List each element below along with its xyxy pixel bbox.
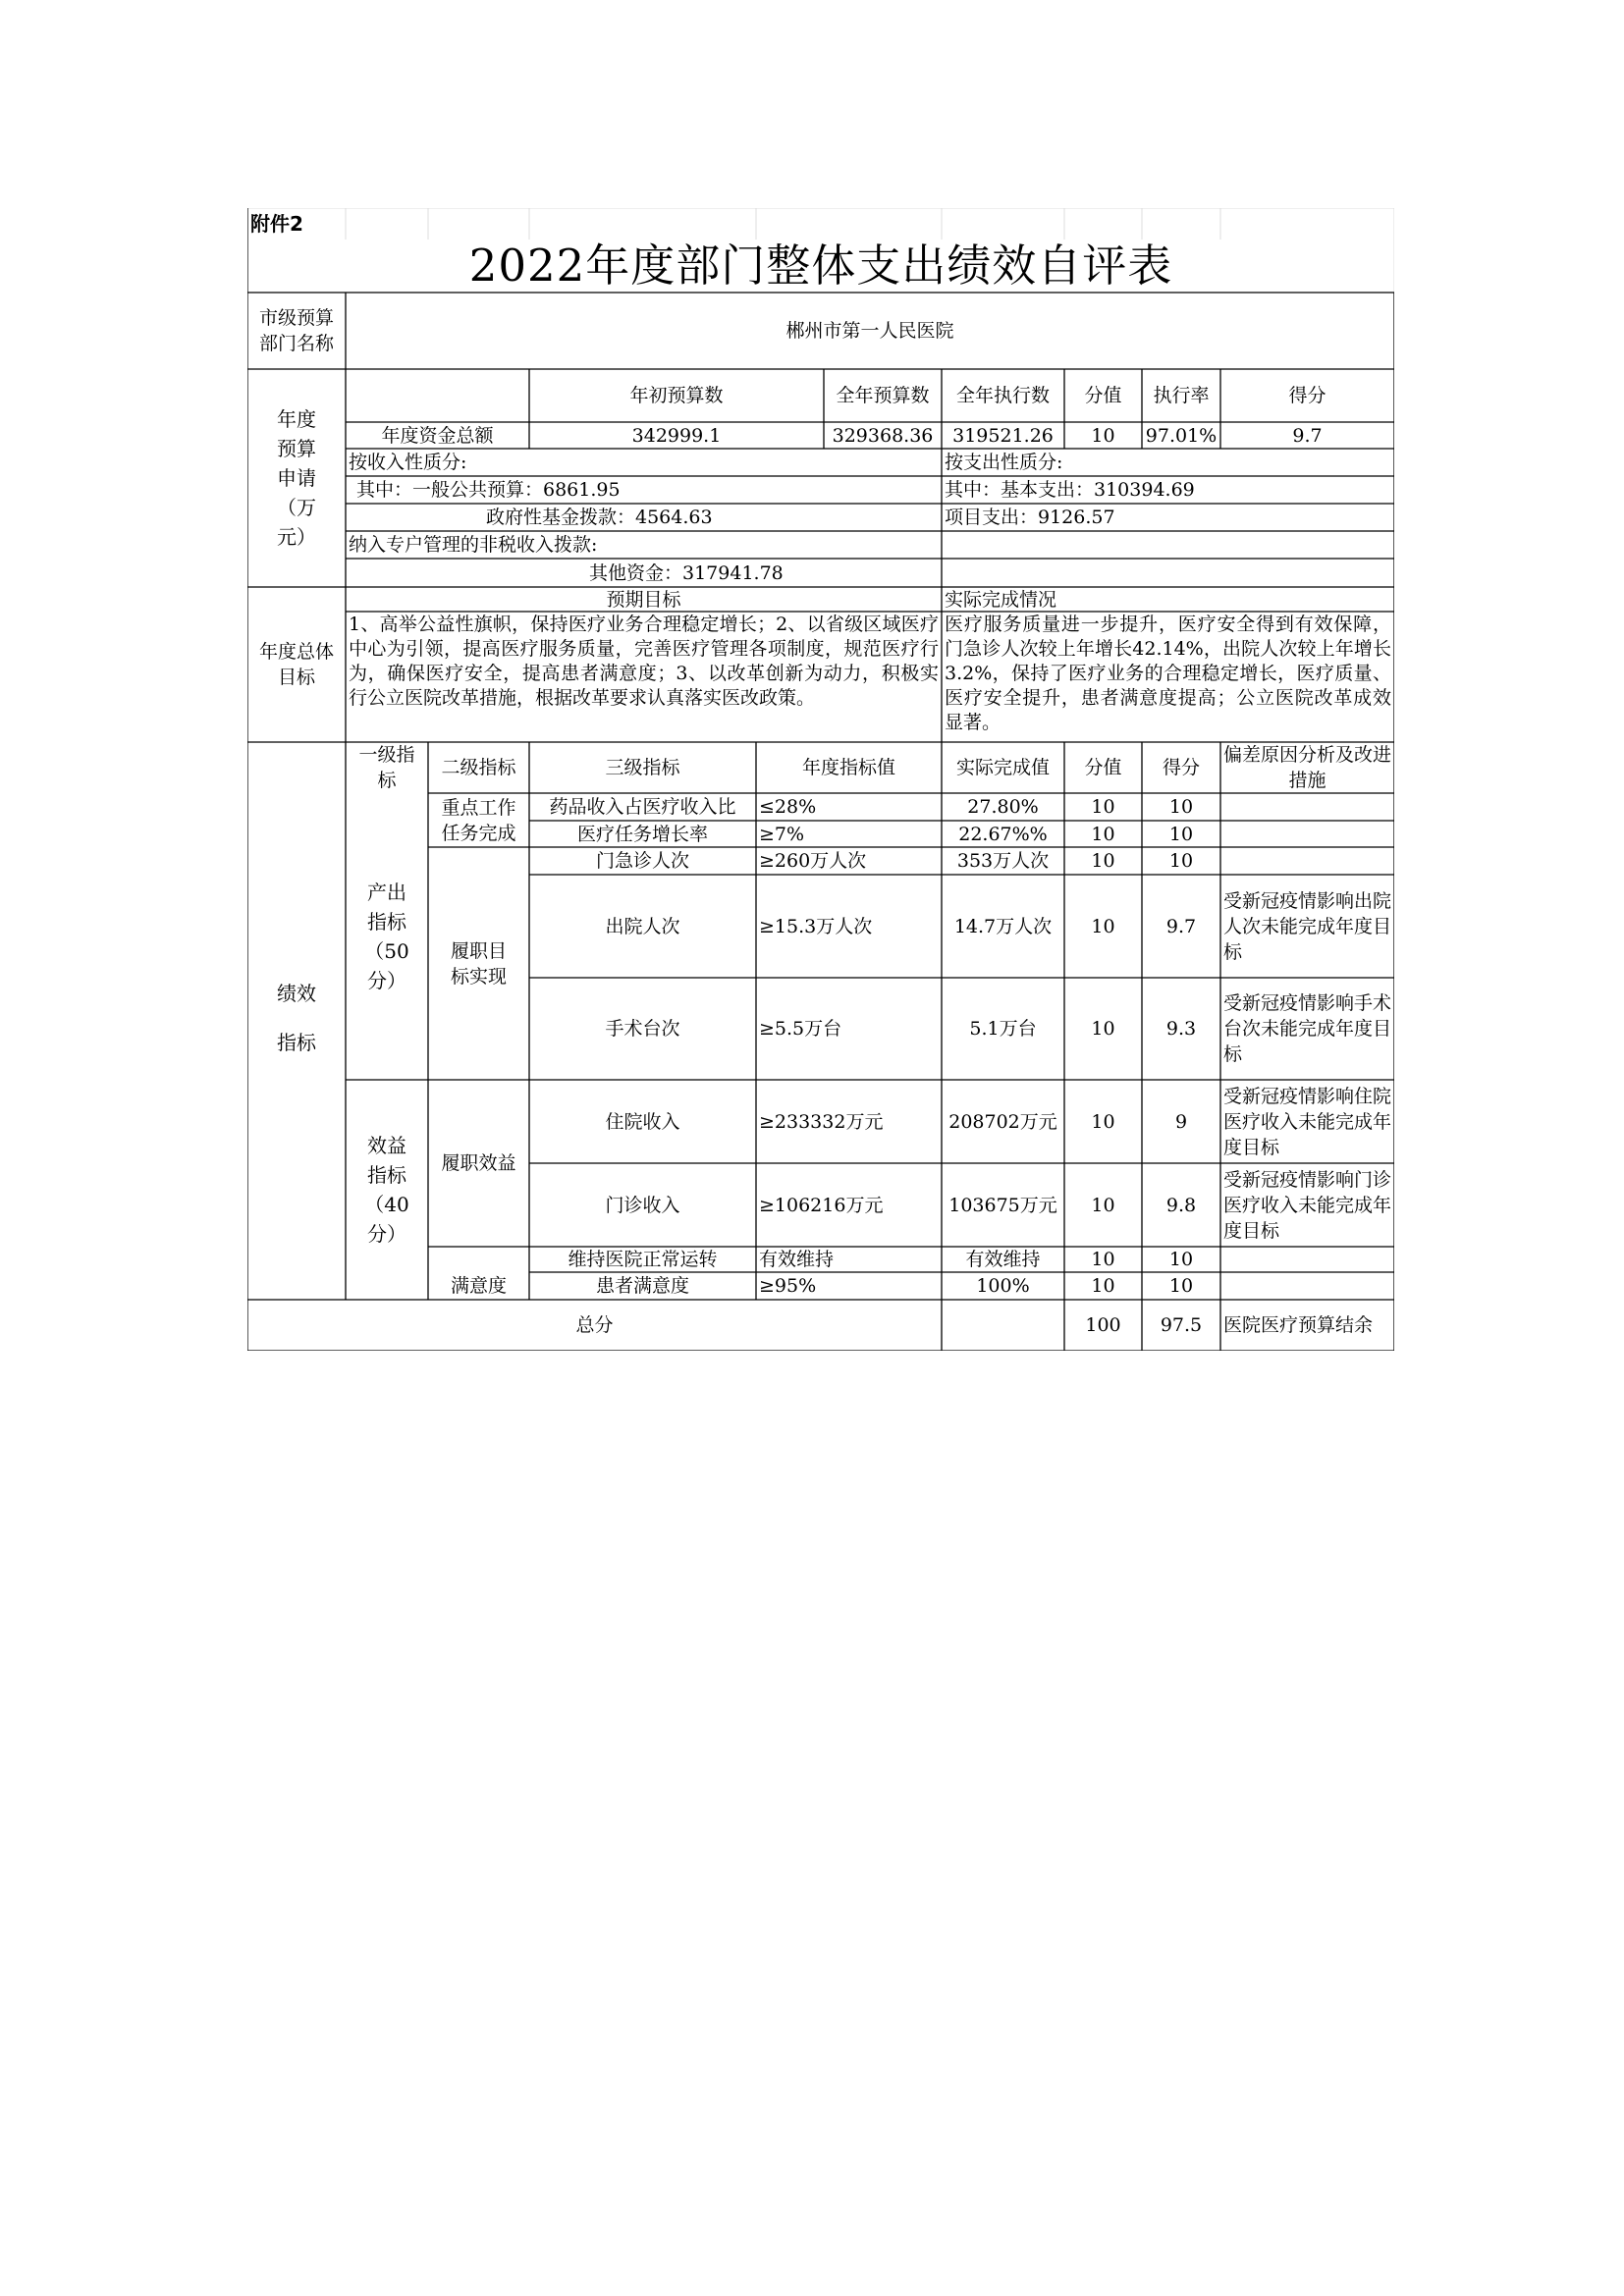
total-exec-rate: 97.01% [1145, 424, 1218, 447]
indicators-side-label-1: 绩效 [277, 982, 316, 1005]
total-score-value: 100 [1085, 1314, 1121, 1336]
indicator-score: 10 [1168, 796, 1194, 818]
indicator-deviation [1220, 1247, 1394, 1272]
expected-goal-header: 预期目标 [606, 588, 681, 611]
indicator-score: 9 [1174, 1110, 1188, 1133]
other-funds: 其他资金：317941.78 [589, 561, 784, 584]
indicator-actual: 5.1万台 [969, 1018, 1037, 1040]
indicator-deviation [1220, 847, 1394, 875]
self-evaluation-form [247, 208, 1394, 1351]
indicator-score-value: 10 [1091, 1275, 1115, 1297]
satisfaction-label: 满意度 [450, 1275, 507, 1297]
indicator-target: ≥5.5万台 [759, 1018, 842, 1040]
indicator-target: ≥95% [759, 1275, 817, 1297]
indicator-score-value: 10 [1091, 915, 1115, 937]
total-note: 医院医疗预算结余 [1223, 1314, 1374, 1336]
total-initial-value: 342999.1 [631, 424, 722, 447]
indicator-target: ≥260万人次 [759, 850, 867, 872]
actual-completion-text: 医疗服务质量进一步提升，医疗安全得到有效保障，门急诊人次较上年增长42.14%，出院人次较上年增长3.2%，保持了医疗业务的合理稳定增长，医疗质量、医疗安全提升，患者满意度提高；公立医院改革成效显著。 [945, 614, 1391, 733]
indicator-actual: 100% [976, 1275, 1030, 1297]
dept-label: 市级预算部门名称 [258, 307, 334, 354]
indicator-name: 药品收入占医疗收入比 [549, 796, 736, 818]
header-score: 得分 [1288, 385, 1326, 406]
dept-name: 郴州市第一人民医院 [785, 320, 954, 342]
indicator-name: 住院收入 [605, 1110, 680, 1133]
key-tasks-label: 重点工作任务完成 [441, 796, 516, 844]
budget-side-label: 年度预算申请（万元） [277, 407, 316, 549]
total-score-value: 10 [1091, 424, 1115, 447]
page-title: 2022年度部门整体支出绩效自评表 [468, 240, 1173, 292]
indicator-score: 10 [1168, 1249, 1194, 1270]
indicators-side-label-2: 指标 [277, 1031, 316, 1054]
header-level2: 二级指标 [441, 757, 516, 778]
header-score-value: 分值 [1084, 757, 1122, 778]
indicator-name: 维持医院正常运转 [568, 1249, 718, 1270]
basic-expense: 其中：基本支出：310394.69 [945, 479, 1195, 501]
duty-benefit-label: 履职效益 [441, 1152, 516, 1174]
indicator-target: 有效维持 [759, 1249, 835, 1270]
indicator-actual: 14.7万人次 [953, 915, 1053, 937]
by-expense-label: 按支出性质分: [945, 452, 1063, 473]
indicator-name: 出院人次 [605, 915, 680, 937]
header-level3: 三级指标 [605, 757, 680, 778]
project-expense: 项目支出：9126.57 [945, 507, 1115, 528]
indicator-target: ≥106216万元 [759, 1194, 884, 1216]
indicator-target: ≥7% [759, 823, 805, 845]
duty-achieve-label: 履职目标实现 [450, 939, 507, 988]
total-score: 97.5 [1160, 1314, 1203, 1336]
total-executed-value: 319521.26 [952, 424, 1054, 447]
indicator-target: ≥15.3万人次 [759, 915, 873, 937]
indicator-score: 10 [1168, 850, 1194, 872]
indicator-score-value: 10 [1091, 1249, 1115, 1270]
indicator-actual: 208702万元 [948, 1110, 1057, 1133]
general-public-budget: 其中：一般公共预算：6861.95 [356, 479, 621, 501]
output-indicator-group: 产出指标（50分） [364, 881, 409, 992]
indicator-deviation [1220, 793, 1394, 821]
indicator-score-value: 10 [1091, 850, 1115, 872]
header-level1: 一级指标 [358, 744, 415, 791]
total-label: 总分 [575, 1314, 614, 1336]
expected-goal-text: 1、高举公益性旗帜，保持医疗业务合理稳定增长；2、以省级区域医疗中心为引领，提高医疗服务质量，完善医疗管理各项制度，规范医疗行为，确保医疗安全，提高患者满意度；3、以改革创新为动力，积极实行公立医院改革措施，根据改革要求认真落实医改政策。 [349, 614, 939, 709]
actual-completion-header: 实际完成情况 [945, 588, 1057, 611]
header-target: 年度指标值 [801, 757, 895, 778]
indicator-name: 患者满意度 [595, 1275, 689, 1297]
indicator-name: 手术台次 [605, 1018, 680, 1040]
header-actual: 实际完成值 [955, 757, 1050, 778]
header-full-year-budget: 全年预算数 [836, 385, 930, 406]
header-executed: 全年执行数 [955, 385, 1050, 406]
attachment-label: 附件2 [250, 212, 303, 236]
indicator-score-value: 10 [1091, 1194, 1115, 1216]
header-initial-budget: 年初预算数 [629, 385, 724, 406]
indicator-deviation: 受新冠疫情影响住院医疗收入未能完成年度目标 [1223, 1085, 1392, 1158]
indicator-score: 9.3 [1165, 1018, 1197, 1040]
non-tax-income: 纳入专户管理的非税收入拨款: [349, 534, 598, 556]
indicator-score: 9.8 [1165, 1194, 1197, 1216]
indicator-deviation: 受新冠疫情影响出院人次未能完成年度目标 [1223, 889, 1392, 963]
header-score: 得分 [1162, 757, 1200, 778]
indicator-score: 10 [1168, 823, 1194, 845]
indicator-actual: 27.80% [967, 796, 1039, 818]
indicator-actual: 有效维持 [965, 1249, 1041, 1270]
total-score: 9.7 [1292, 424, 1323, 447]
total-full-year-value: 329368.36 [832, 424, 934, 447]
indicator-actual: 22.67%% [958, 823, 1048, 845]
benefit-indicator-group: 效益指标（40分） [364, 1134, 409, 1246]
indicator-deviation: 受新冠疫情影响手术台次未能完成年度目标 [1223, 992, 1392, 1065]
header-score-value: 分值 [1084, 385, 1122, 406]
indicator-name: 门急诊人次 [595, 850, 689, 872]
by-income-label: 按收入性质分: [349, 452, 467, 473]
indicator-actual: 353万人次 [956, 850, 1050, 872]
total-actual [942, 1300, 1064, 1351]
indicator-deviation [1220, 1272, 1394, 1300]
indicator-actual: 103675万元 [948, 1194, 1057, 1216]
indicator-deviation: 受新冠疫情影响门诊医疗收入未能完成年度目标 [1223, 1168, 1392, 1242]
header-exec-rate: 执行率 [1153, 385, 1210, 406]
indicator-score-value: 10 [1091, 823, 1115, 845]
gov-fund-allocation: 政府性基金拨款：4564.63 [486, 507, 713, 528]
header-deviation: 偏差原因分析及改进措施 [1223, 744, 1392, 791]
indicator-score-value: 10 [1091, 1110, 1115, 1133]
indicator-score: 9.7 [1165, 915, 1197, 937]
indicator-target: ≥233332万元 [759, 1110, 884, 1133]
goals-side-label: 年度总体目标 [258, 641, 334, 688]
total-funds-label: 年度资金总额 [381, 424, 494, 447]
indicator-name: 医疗任务增长率 [576, 823, 708, 845]
indicator-target: ≤28% [759, 796, 817, 818]
indicator-score-value: 10 [1091, 796, 1115, 818]
indicator-deviation [1220, 821, 1394, 847]
indicator-name: 门诊收入 [605, 1194, 680, 1216]
indicator-score: 10 [1168, 1275, 1194, 1297]
indicator-score-value: 10 [1091, 1018, 1115, 1040]
